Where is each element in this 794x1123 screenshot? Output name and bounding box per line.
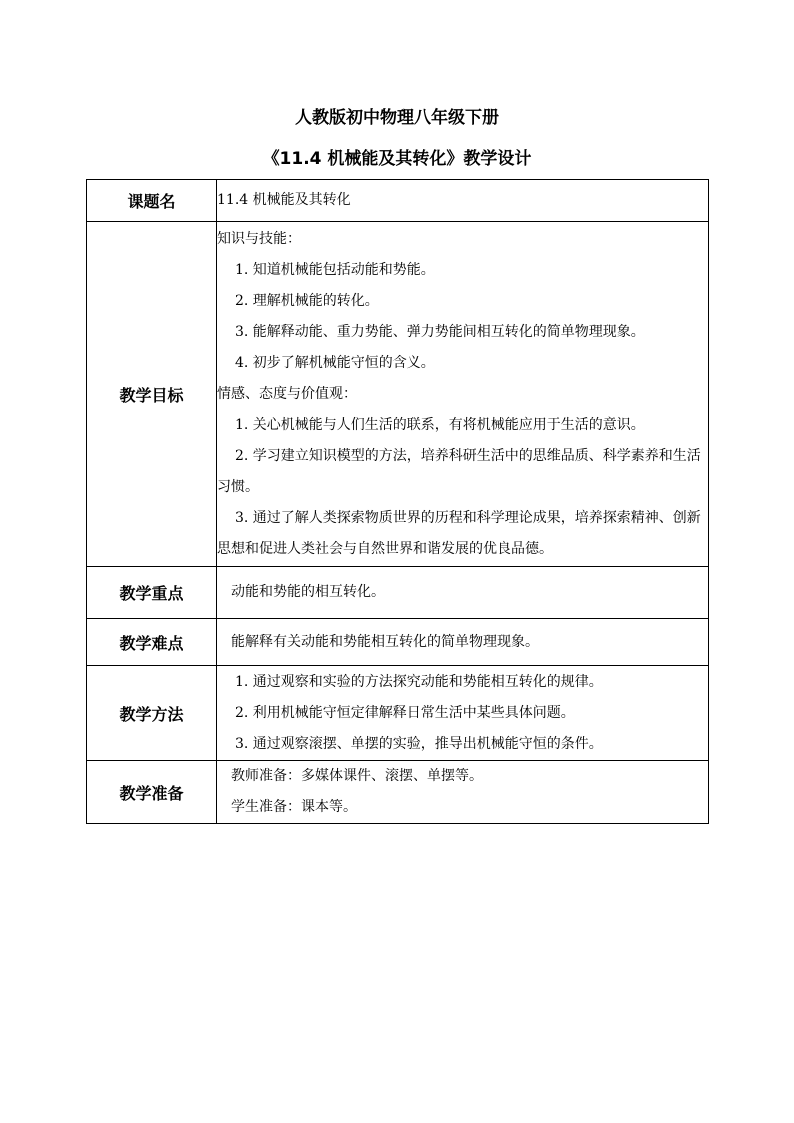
goals-item: 3. 能解释动能、重力势能、弹力势能间相互转化的简单物理现象。	[235, 323, 645, 340]
difficulty-value: 能解释有关动能和势能相互转化的简单物理现象。	[231, 633, 539, 650]
table-row-goals	[87, 222, 709, 567]
difficulty-label: 教学难点	[87, 619, 217, 666]
lesson-plan-table	[86, 179, 709, 824]
table-row-key-point	[87, 567, 709, 619]
document-title: 人教版初中物理八年级下册	[295, 108, 499, 128]
goals-item: 2. 理解机械能的转化。	[235, 292, 379, 309]
goals-heading-knowledge: 知识与技能：	[217, 230, 301, 247]
goals-item: 1. 知道机械能包括动能和势能。	[235, 261, 435, 278]
table-row-difficulty	[87, 619, 709, 666]
key-point-value: 动能和势能的相互转化。	[231, 584, 385, 600]
method-item: 1. 通过观察和实验的方法探究动能和势能相互转化的规律。	[235, 673, 603, 690]
table-row-topic	[87, 180, 709, 222]
preparation-label: 教学准备	[87, 761, 217, 824]
goals-item: 1. 关心机械能与人们生活的联系，有将机械能应用于生活的意识。	[235, 416, 645, 433]
goals-content	[217, 222, 709, 567]
key-point-cell	[217, 567, 709, 619]
goals-item: 3. 通过了解人类探索物质世界的历程和科学理论成果，培养探索精神、创新思想和促进人类社会与自然世界和谐发展的优良品德。	[217, 509, 701, 557]
document-subtitle: 《11.4 机械能及其转化》教学设计	[262, 149, 532, 169]
goals-item: 2. 学习建立知识模型的方法，培养科研生活中的思维品质、科学素养和生活习惯。	[217, 447, 701, 495]
key-point-label: 教学重点	[87, 567, 217, 619]
table-row-method	[87, 666, 709, 761]
preparation-content	[217, 761, 709, 824]
method-content	[217, 666, 709, 761]
method-item: 2. 利用机械能守恒定律解释日常生活中某些具体问题。	[235, 704, 575, 721]
goals-heading-attitude: 情感、态度与价值观：	[217, 385, 357, 402]
difficulty-cell	[217, 619, 709, 666]
topic-value: 11.4 机械能及其转化	[217, 180, 709, 222]
method-item: 3. 通过观察滚摆、单摆的实验，推导出机械能守恒的条件。	[235, 735, 603, 752]
method-label: 教学方法	[87, 666, 217, 761]
goals-item: 4. 初步了解机械能守恒的含义。	[235, 354, 435, 371]
preparation-item: 学生准备：课本等。	[231, 799, 357, 815]
preparation-item: 教师准备：多媒体课件、滚摆、单摆等。	[231, 768, 483, 784]
table-row-preparation	[87, 761, 709, 824]
goals-label: 教学目标	[87, 222, 217, 567]
topic-label: 课题名	[87, 180, 217, 222]
